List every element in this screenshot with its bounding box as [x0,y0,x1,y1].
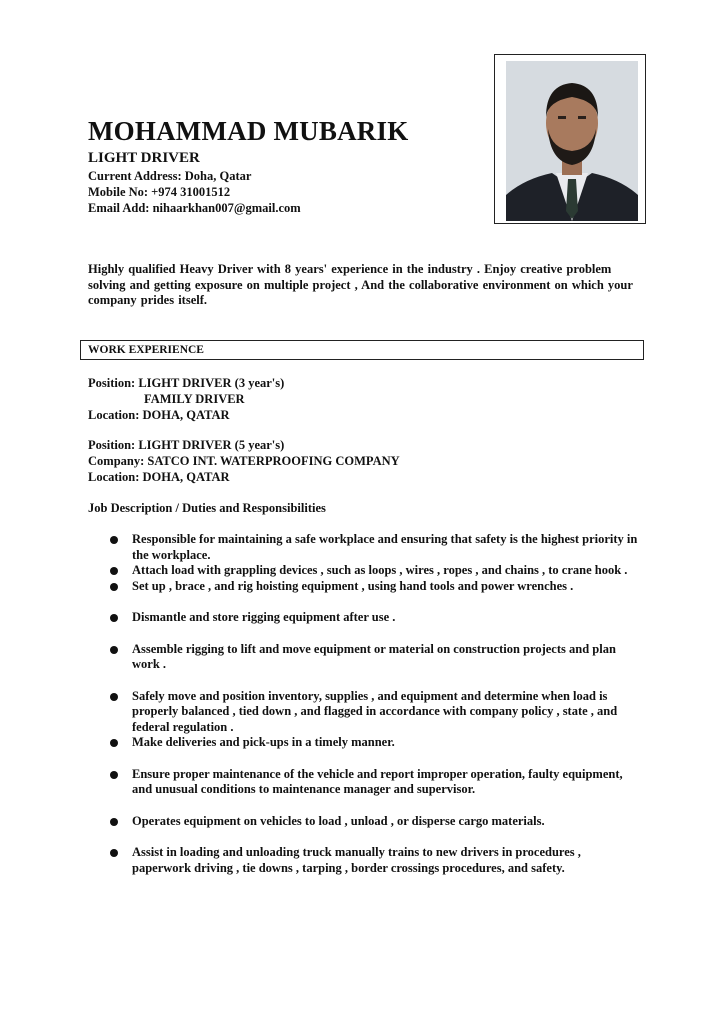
candidate-name: MOHAMMAD MUBARIK [88,116,409,146]
duty-text: Make deliveries and pick-ups in a timely manner. [132,735,395,749]
bullet-icon [110,693,118,701]
list-item [88,642,640,673]
bullet-icon [110,583,118,591]
job-entry [88,375,284,423]
job-title: LIGHT DRIVER [88,150,200,166]
bullet-icon [110,567,118,575]
duty-text: Set up , brace , and rig hoisting equipment , using hand tools and power wrenches . [132,578,574,593]
duty-text: Operates equipment on vehicles to load , unload , or disperse cargo materials. [132,813,545,828]
person-portrait-icon [506,61,638,221]
list-item [88,610,640,626]
contact-block [88,168,301,216]
list-item [88,845,640,876]
job-company: Company: SATCO INT. WATERPROOFING COMPANY [88,454,400,468]
job-position: Position: LIGHT DRIVER (3 year's) [88,376,285,390]
job-description-title: Job Description / Duties and Responsibilities [88,501,326,515]
list-item [88,689,640,736]
duty-text: Assemble rigging to lift and move equipment or material on construction projects and plan work . [132,641,616,671]
list-item [88,532,640,563]
duty-text: Safely move and position inventory, supplies , and equipment and determine when load is properly balanced , tied down , and flagged in accordance with company policy , state , and federal regulation . [132,688,618,734]
list-item [88,563,640,579]
bullet-icon [110,771,118,779]
section-heading-work-experience: WORK EXPERIENCE [80,340,644,360]
list-item [88,814,640,830]
job-entry [88,437,400,485]
profile-photo [506,61,638,221]
bullet-icon [110,536,118,544]
bullet-icon [110,646,118,654]
profile-summary: Highly qualified Heavy Driver with 8 years' experience in the industry . Enjoy creative problem solving and getting exposure on multiple project , And the collaborative environment on which your company prides itself. [88,262,633,307]
mobile-number: Mobile No: +974 31001512 [88,185,231,199]
duty-text: Ensure proper maintenance of the vehicle and report improper operation, faulty equipment, and unusual conditions to maintenance manager and supervisor. [132,766,623,796]
profile-photo-frame [494,54,646,224]
duty-text: Dismantle and store rigging equipment after use . [132,610,396,624]
duties-list [88,532,640,876]
job-position: Position: LIGHT DRIVER (5 year's) [88,438,285,452]
job-position-extra: FAMILY DRIVER [144,392,245,406]
job-location: Location: DOHA, QATAR [88,408,230,422]
duty-text: Responsible for maintaining a safe workplace and ensuring that safety is the highest priority in the workplace. [132,532,638,562]
list-item [88,767,640,798]
email-address: Email Add: nihaarkhan007@gmail.com [88,201,301,215]
list-item [88,735,640,751]
duty-text: Attach load with grappling devices , such as loops , wires , ropes , and chains , to crane hook . [132,563,628,577]
duty-text: Assist in loading and unloading truck manually trains to new drivers in procedures , paperwork driving , tie downs , tarping , border crossings procedures, and safety. [132,845,581,875]
bullet-icon [110,849,118,857]
bullet-icon [110,818,118,826]
job-location: Location: DOHA, QATAR [88,470,230,484]
list-item [88,579,640,595]
bullet-icon [110,614,118,622]
bullet-icon [110,739,118,747]
current-address: Current Address: Doha, Qatar [88,169,252,183]
